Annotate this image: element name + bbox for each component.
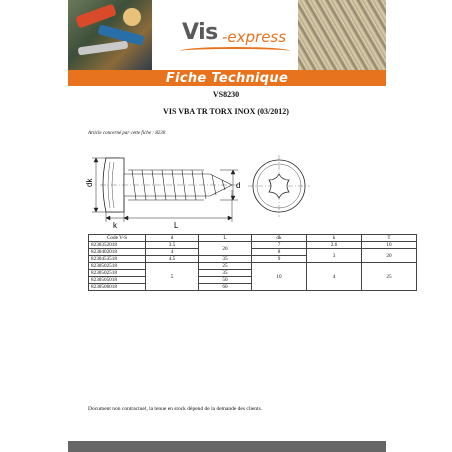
- table-row: 8230453518 4.5 35 9: [89, 256, 417, 263]
- product-title: VIS VBA TR TORX INOX (03/2012): [163, 107, 289, 116]
- col-d: d: [146, 235, 199, 242]
- l-label: L: [174, 221, 179, 230]
- table-row: 8230502518 5 25 10 4 25: [89, 263, 417, 270]
- logo-swoosh: [180, 47, 290, 55]
- k-label: k: [113, 221, 117, 230]
- table-row: 8230506018 60: [89, 284, 417, 291]
- table-header-row: [89, 235, 417, 242]
- workshop-photo: [68, 0, 152, 70]
- dk-label: dk: [85, 178, 94, 187]
- table-row: 8230502518 35: [89, 270, 417, 277]
- header-banner: [68, 0, 386, 70]
- brand-name-vis: Vis: [182, 20, 218, 45]
- col-dk: dk: [252, 235, 307, 242]
- concerned-article: Article concerné par cette fiche : 8230: [88, 131, 166, 136]
- disclaimer-text: Document non contractuel, la tenue en stock dépend de la demande des clients.: [88, 406, 263, 412]
- screws-photo: [298, 0, 386, 70]
- table-row: 8230402018 4 8 3 20: [89, 249, 417, 256]
- col-k: k: [307, 235, 362, 242]
- brand-name-express: -express: [222, 28, 287, 46]
- col-l: L: [199, 235, 252, 242]
- col-t: T: [362, 235, 417, 242]
- brand-logo: [152, 0, 298, 70]
- sheet-type-bar: [68, 70, 386, 86]
- specification-table: [88, 234, 417, 291]
- col-code: Code V-S: [89, 235, 146, 242]
- table-row: 8230352018 3.5 20 7 2.6 10: [89, 242, 417, 249]
- screw-technical-drawing: [80, 140, 320, 232]
- product-reference: VS8230: [212, 90, 240, 99]
- d-label: d: [236, 181, 241, 190]
- footer-bar: [68, 441, 386, 452]
- sheet-type-label: Fiche Technique: [165, 70, 289, 86]
- torx-end-view: [248, 155, 310, 217]
- table-row: 8230505018 50: [89, 277, 417, 284]
